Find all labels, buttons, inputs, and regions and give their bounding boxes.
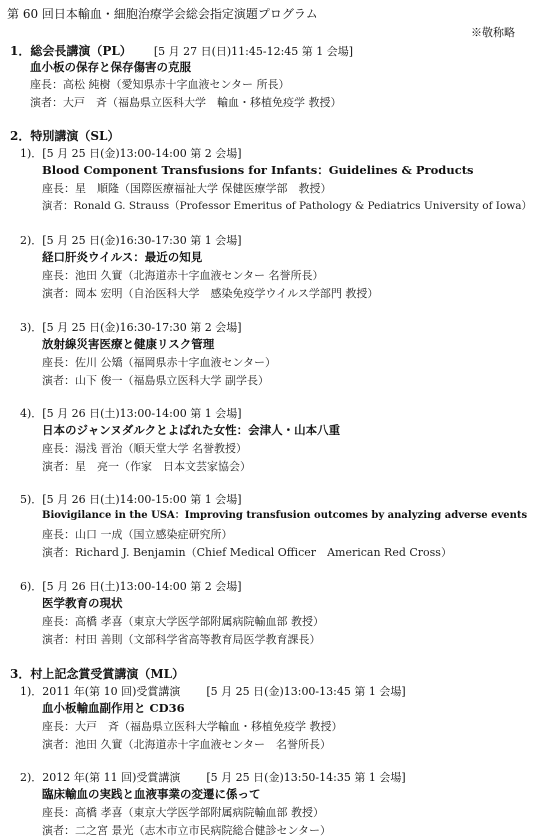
item-header [20,581,242,592]
session-info: [5 月 26 日(土)13:00-14:00 第 2 会場] [42,580,242,593]
section-heading: 3．村上記念賞受賞講演（ML） [10,667,185,681]
item-number: 2)． [20,771,43,784]
chair-line: 座長：湯浅 晋治（順天堂大学 名誉教授） [42,442,247,455]
chair-line: 座長：池田 久實（北海道赤十字血液センター 名誉所長） [42,269,324,282]
session-info: [5 月 26 日(土)14:00-15:00 第 1 会場] [42,493,242,506]
item-header [20,322,242,333]
speaker-line: 演者：Ronald G. Strauss（Professor Emeritus of Pathology & Pediatrics University of Iowa） [42,200,533,212]
section-heading: 1．総会長講演（PL） [10,44,132,58]
chair-line: 座長：高橋 孝喜（東京大学医学部附属病院輸血部 教授） [42,806,324,819]
lecture-title: 血小板輸血副作用と CD36 [42,701,185,715]
chair-line: 座長：高松 純樹（愛知県赤十字血液センター 所長） [30,78,290,91]
lecture-title: 血小板の保存と保存傷害の克服 [30,60,191,74]
chair-line: 座長：高橋 孝喜（東京大学医学部附属病院輸血部 教授） [42,615,324,628]
honorific-note: ※敬称略 [471,26,515,39]
lecture-title: 放射線災害医療と健康リスク管理 [42,337,215,351]
lecture-title: 経口肝炎ウイルス：最近の知見 [42,250,203,264]
session-info: [5 月 27 日(日)11:45-12:45 第 1 会場] [153,45,354,58]
session-info: [5 月 26 日(土)13:00-14:00 第 1 会場] [42,407,242,420]
speaker-line: 演者：大戸 斉（福島県立医科大学 輸血・移植免疫学 教授） [30,96,342,109]
session-info: [5 月 25 日(金)16:30-17:30 第 1 会場] [42,234,242,247]
item-number: 2)． [20,234,43,247]
section-pl-header [10,45,353,57]
section-heading: 2．特別講演（SL） [10,129,120,143]
lecture-title: Biovigilance in the USA：Improving transfusion outcomes by analyzing adverse events [42,510,528,521]
speaker-line: 演者：山下 俊一（福島県立医科大学 副学長） [42,374,269,387]
item-number: 1)． [20,685,43,698]
chair-line: 座長：佐川 公矯（福岡県赤十字血液センター） [42,356,277,369]
speaker-line: 演者：村田 善則（文部科学省高等教育局医学教育課長） [42,633,321,646]
item-header [20,494,242,505]
session-info: [5 月 25 日(金)13:50-14:35 第 1 会場] [206,771,406,784]
session-info: [5 月 25 日(金)13:00-14:00 第 2 会場] [42,147,242,160]
item-number: 5)． [20,493,43,506]
speaker-line: 演者：二之宮 景光（志木市立市民病院総合健診センター） [42,824,332,837]
item-number: 6)． [20,580,43,593]
lecture-title: 日本のジャンヌダルクとよばれた女性：会津人・山本八重 [42,423,341,437]
chair-line: 座長：星 順隆（国際医療福祉大学 保健医療学部 教授） [42,182,332,195]
item-header [20,235,242,246]
speaker-line: 演者：池田 久實（北海道赤十字血液センター 名誉所長） [42,738,332,751]
item-number: 3)． [20,321,43,334]
session-info: [5 月 25 日(金)16:30-17:30 第 2 会場] [42,321,242,334]
award-info: 2011 年(第 10 回)受賞講演 [42,685,181,698]
item-header [20,408,242,419]
item-header [20,148,242,159]
speaker-line: 演者：星 亮一（作家 日本文芸家協会） [42,460,251,473]
item-number: 1)． [20,147,43,160]
speaker-line: 演者：Richard J. Benjamin（Chief Medical Officer American Red Cross） [42,546,452,559]
award-info: 2012 年(第 11 回)受賞講演 [42,771,181,784]
session-info: [5 月 25 日(金)13:00-13:45 第 1 会場] [206,685,406,698]
item-number: 4)． [20,407,43,420]
chair-line: 座長：山口 一成（国立感染症研究所） [42,528,233,541]
item-header [20,686,406,697]
lecture-title: 臨床輸血の実践と血液事業の変遷に係って [42,787,261,801]
document-title: 第 60 回日本輸血・細胞治療学会総会指定演題プログラム [7,7,318,21]
lecture-title: Blood Component Transfusions for Infants：Guidelines & Products [42,163,474,177]
chair-line: 座長：大戸 斉（福島県立医科大学輸血・移植免疫学 教授） [42,720,343,733]
speaker-line: 演者：岡本 宏明（自治医科大学 感染免疫学ウイルス学部門 教授） [42,287,379,300]
item-header [20,772,406,783]
lecture-title: 医学教育の現状 [42,596,123,610]
